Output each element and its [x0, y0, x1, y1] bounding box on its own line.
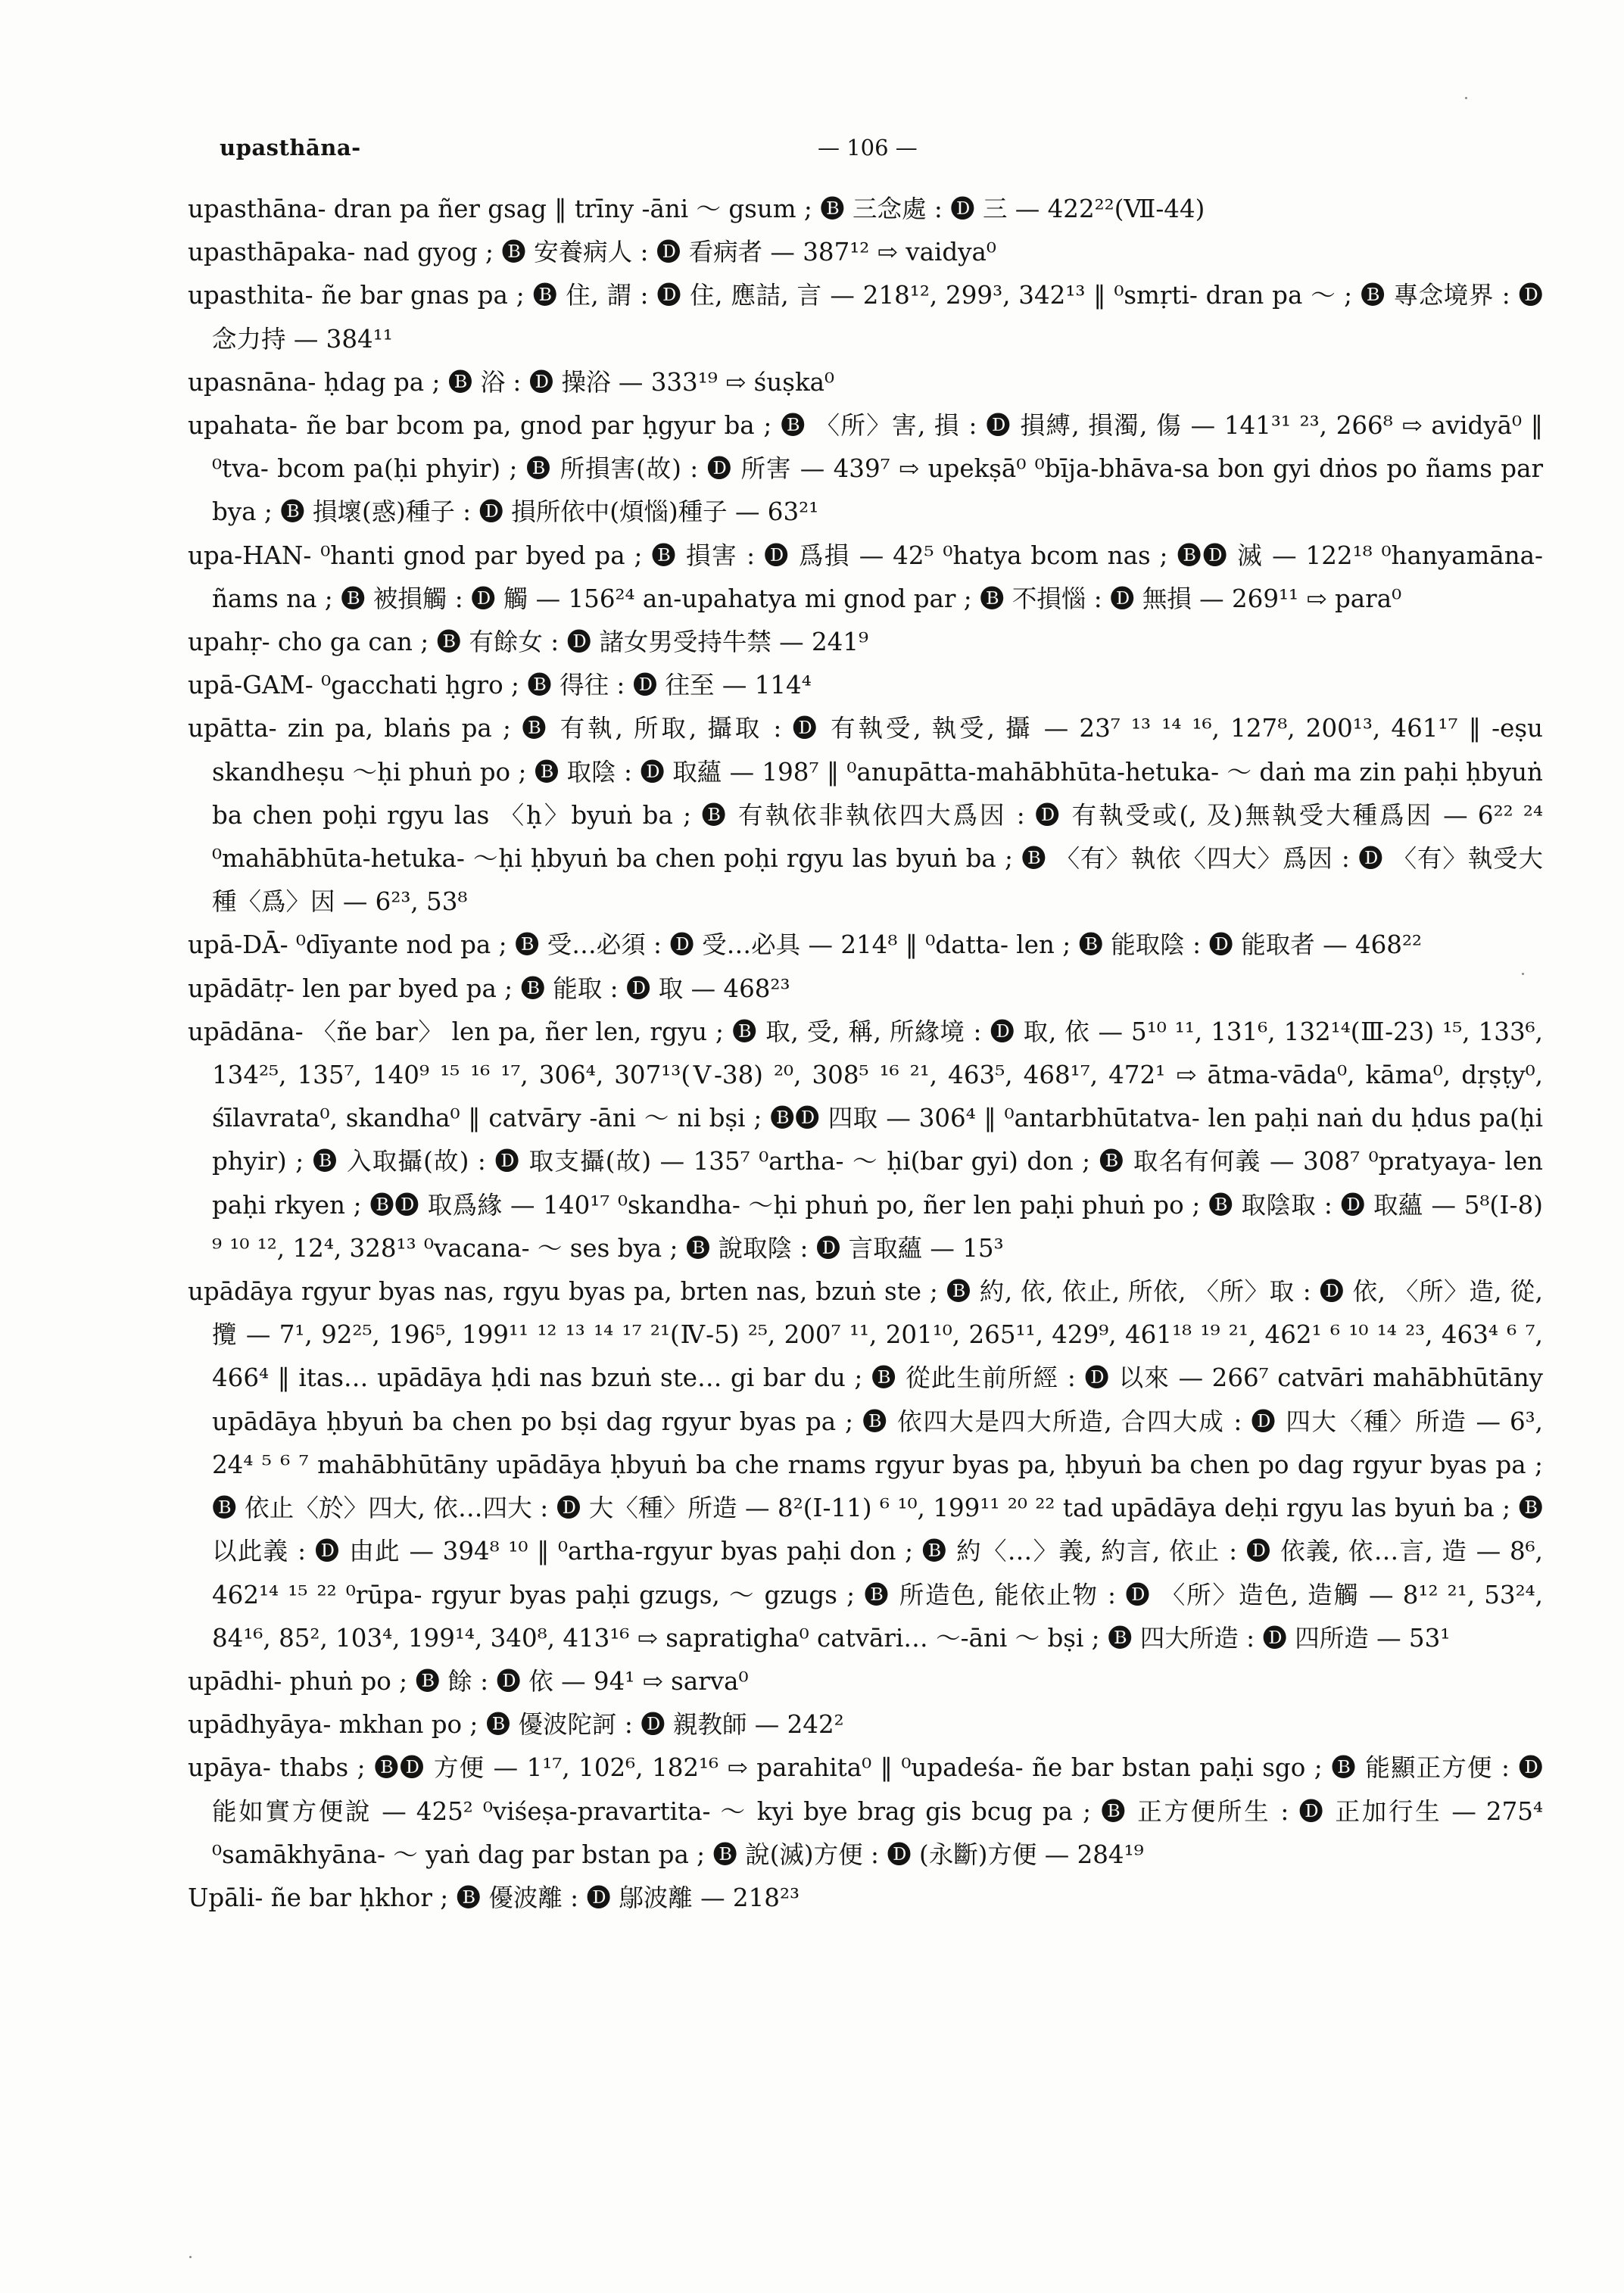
entry-upadana: upādāna- 〈ñe bar〉 len pa, ñer len, rgyu ; 🅑 取, 受, 稱, 所緣境 : 🅓 取, 依 — 5¹⁰ ¹¹, 131⁶, 132¹⁴(Ⅲ-23) ¹⁵, 133⁶, 134²⁵, 135⁷, 140⁹ ¹⁵ ¹⁶ ¹⁷, 306⁴, 307¹³(Ⅴ-38) ²⁰, 308⁵ ¹⁶ ²¹, 463⁵, 468¹⁷, 472¹ ⇨ ātma-vāda⁰, kāma⁰, dṛṣṭy⁰, śīlavrata⁰, skandha⁰ ‖ catvāry -āni ～ ni bṣi ; 🅑🅓 四取 — 306⁴ ‖ ⁰antarbhūtatva- len paḥi naṅ du ḥdus pa(ḥi phyir) ; 🅑 入取攝(故) : 🅓 取支攝(故) — 135⁷ ⁰artha- ～ ḥi(bar gyi) don ; 🅑 取名有何義 — 308⁷ ⁰pratyaya- len paḥi rkyen ; 🅑🅓 取爲緣 — 140¹⁷ ⁰skandha- ～ḥi phuṅ po, ñer len paḥi phuṅ po ; 🅑 取陰取 : 🅓 取蘊 — 5⁸(Ⅰ-8) ⁹ ¹⁰ ¹², 12⁴, 328¹³ ⁰vacana- ～ ses bya ; 🅑 說取陰 : 🅓 言取蘊 — 15³	[188, 1017, 1543, 1263]
entry-upahr: upahṛ- cho ga can ; 🅑 有餘女 : 🅓 諸女男受持牛禁 — 241⁹	[188, 628, 869, 657]
entry-upa-han: upa-HAN- ⁰hanti gnod par byed pa ; 🅑 損害 : 🅓 爲損 — 42⁵ ⁰hatya bcom nas ; 🅑🅓 滅 — 122¹⁸ ⁰hanyamāna- ñams na ; 🅑 被損觸 : 🅓 觸 — 156²⁴ an-upahatya mi gnod par ; 🅑 不損惱 : 🅓 無損 — 269¹¹ ⇨ para⁰	[188, 541, 1543, 613]
entry-upasthita: upasthita- ñe bar gnas pa ; 🅑 住, 謂 : 🅓 住, 應詰, 言 — 218¹², 299³, 342¹³ ‖ ⁰smṛti- dran pa ～ ; 🅑 專念境界 : 🅓 念力持 — 384¹¹	[188, 281, 1543, 354]
scan-speck	[189, 2256, 192, 2258]
entry-upali: Upāli- ñe bar ḥkhor ; 🅑 優波離 : 🅓 鄔波離 — 218²³	[188, 1883, 800, 1912]
entry-upahata: upahata- ñe bar bcom pa, gnod par ḥgyur ba ; 🅑 〈所〉害, 損 : 🅓 損縛, 損濁, 傷 — 141³¹ ²³, 266⁸ ⇨ avidyā⁰ ‖ ⁰tva- bcom pa(ḥi phyir) ; 🅑 所損害(故) : 🅓 所害 — 439⁷ ⇨ upekṣā⁰ ⁰bīja-bhāva-sa bon gyi dṅos po ñams par bya ; 🅑 損壞(惑)種子 : 🅓 損所依中(煩惱)種子 — 63²¹	[188, 411, 1543, 527]
entry-upatta: upātta- zin pa, blaṅs pa ; 🅑 有執, 所取, 攝取 : 🅓 有執受, 執受, 攝 — 23⁷ ¹³ ¹⁴ ¹⁶, 127⁸, 200¹³, 461¹⁷ ‖ -eṣu skandheṣu ～ḥi phuṅ po ; 🅑 取陰 : 🅓 取蘊 — 198⁷ ‖ ⁰anupātta-mahābhūta-hetuka- ～ daṅ ma zin paḥi ḥbyuṅ ba chen poḥi rgyu las 〈ḥ〉byuṅ ba ; 🅑 有執依非執依四大爲因 : 🅓 有執受或(, 及)無執受大種爲因 — 6²² ²⁴ ⁰mahābhūta-hetuka- ～ḥi ḥbyuṅ ba chen poḥi rgyu las byuṅ ba ; 🅑 〈有〉執依〈四大〉爲因 : 🅓 〈有〉執受大種〈爲〉因 — 6²³, 53⁸	[188, 714, 1543, 917]
running-head: upasthāna-	[220, 135, 361, 160]
entry-upasthapaka: upasthāpaka- nad gyog ; 🅑 安養病人 : 🅓 看病者 — 387¹² ⇨ vaidya⁰	[188, 238, 996, 267]
entry-upaya: upāya- thabs ; 🅑🅓 方便 — 1¹⁷, 102⁶, 182¹⁶ ⇨ parahita⁰ ‖ ⁰upadeśa- ñe bar bstan paḥi sgo ; 🅑 能顯正方便 : 🅓 能如實方便說 — 425² ⁰viśeṣa-pravartita- ～ kyi bye brag gis bcug pa ; 🅑 正方便所生 : 🅓 正加行生 — 275⁴ ⁰samākhyāna- ～ yaṅ dag par bstan pa ; 🅑 說(滅)方便 : 🅓 (永斷)方便 — 284¹⁹	[188, 1753, 1543, 1869]
entry-upadaya: upādāya rgyur byas nas, rgyu byas pa, brten nas, bzuṅ ste ; 🅑 約, 依, 依止, 所依, 〈所〉取 : 🅓 依, 〈所〉造, 從, 攬 — 7¹, 92²⁵, 196⁵, 199¹¹ ¹² ¹³ ¹⁴ ¹⁷ ²¹(Ⅳ-5) ²⁵, 200⁷ ¹¹, 201¹⁰, 265¹¹, 429⁹, 461¹⁸ ¹⁹ ²¹, 462¹ ⁶ ¹⁰ ¹⁴ ²³, 463⁴ ⁶ ⁷, 466⁴ ‖ itas… upādāya ḥdi nas bzuṅ ste… gi bar du ; 🅑 從此生前所經 : 🅓 以來 — 266⁷ catvāri mahābhūtāny upādāya ḥbyuṅ ba chen po bṣi dag rgyur byas pa ; 🅑 依四大是四大所造, 合四大成 : 🅓 四大〈種〉所造 — 6³, 24⁴ ⁵ ⁶ ⁷ mahābhūtāny upādāya ḥbyuṅ ba che rnams rgyur byas pa, ḥbyuṅ ba chen po dag rgyur byas pa ; 🅑 依止〈於〉四大, 依…四大 : 🅓 大〈種〉所造 — 8²(Ⅰ-11) ⁶ ¹⁰, 199¹¹ ²⁰ ²² tad upādāya deḥi rgyu las byuṅ ba ; 🅑 以此義 : 🅓 由此 — 394⁸ ¹⁰ ‖ ⁰artha-rgyur byas paḥi don ; 🅑 約〈…〉義, 約言, 依止 : 🅓 依義, 依…言, 造 — 8⁶, 462¹⁴ ¹⁵ ²² ⁰rūpa- rgyur byas paḥi gzugs, ～ gzugs ; 🅑 所造色, 能依止物 : 🅓 〈所〉造色, 造觸 — 8¹² ²¹, 53²⁴, 84¹⁶, 85², 103⁴, 199¹⁴, 340⁸, 413¹⁶ ⇨ sapratigha⁰ catvāri… ～-āni ～ bṣi ; 🅑 四大所造 : 🅓 四所造 — 53¹	[188, 1277, 1543, 1653]
entry-upadhi: upādhi- phuṅ po ; 🅑 餘 : 🅓 依 — 94¹ ⇨ sarva⁰	[188, 1666, 749, 1696]
entry-upa-da: upā-DĀ- ⁰dīyante nod pa ; 🅑 受…必須 : 🅓 受…必具 — 214⁸ ‖ ⁰datta- len ; 🅑 能取陰 : 🅓 能取者 — 468²²	[188, 930, 1422, 960]
entries-list	[188, 188, 1543, 1920]
entry-upa-gam: upā-GAM- ⁰gacchati ḥgro ; 🅑 得往 : 🅓 往至 — 114⁴	[188, 671, 812, 700]
entry-upasthana: upasthāna- dran pa ñer gsag ‖ trīny -āni ～ gsum ; 🅑 三念處 : 🅓 三 — 422²²(Ⅶ-44)	[188, 195, 1205, 223]
scan-speck	[1522, 973, 1524, 975]
entry-upasnana: upasnāna- ḥdag pa ; 🅑 浴 : 🅓 操浴 — 333¹⁹ ⇨ śuṣka⁰	[188, 367, 835, 397]
entry-upadatr: upādātṛ- len par byed pa ; 🅑 能取 : 🅓 取 — 468²³	[188, 974, 790, 1003]
page-number: — 106 —	[818, 135, 918, 160]
scan-speck	[1465, 97, 1467, 99]
entry-upadhyaya: upādhyāya- mkhan po ; 🅑 優波陀訶 : 🅓 親教師 — 242²	[188, 1710, 844, 1740]
